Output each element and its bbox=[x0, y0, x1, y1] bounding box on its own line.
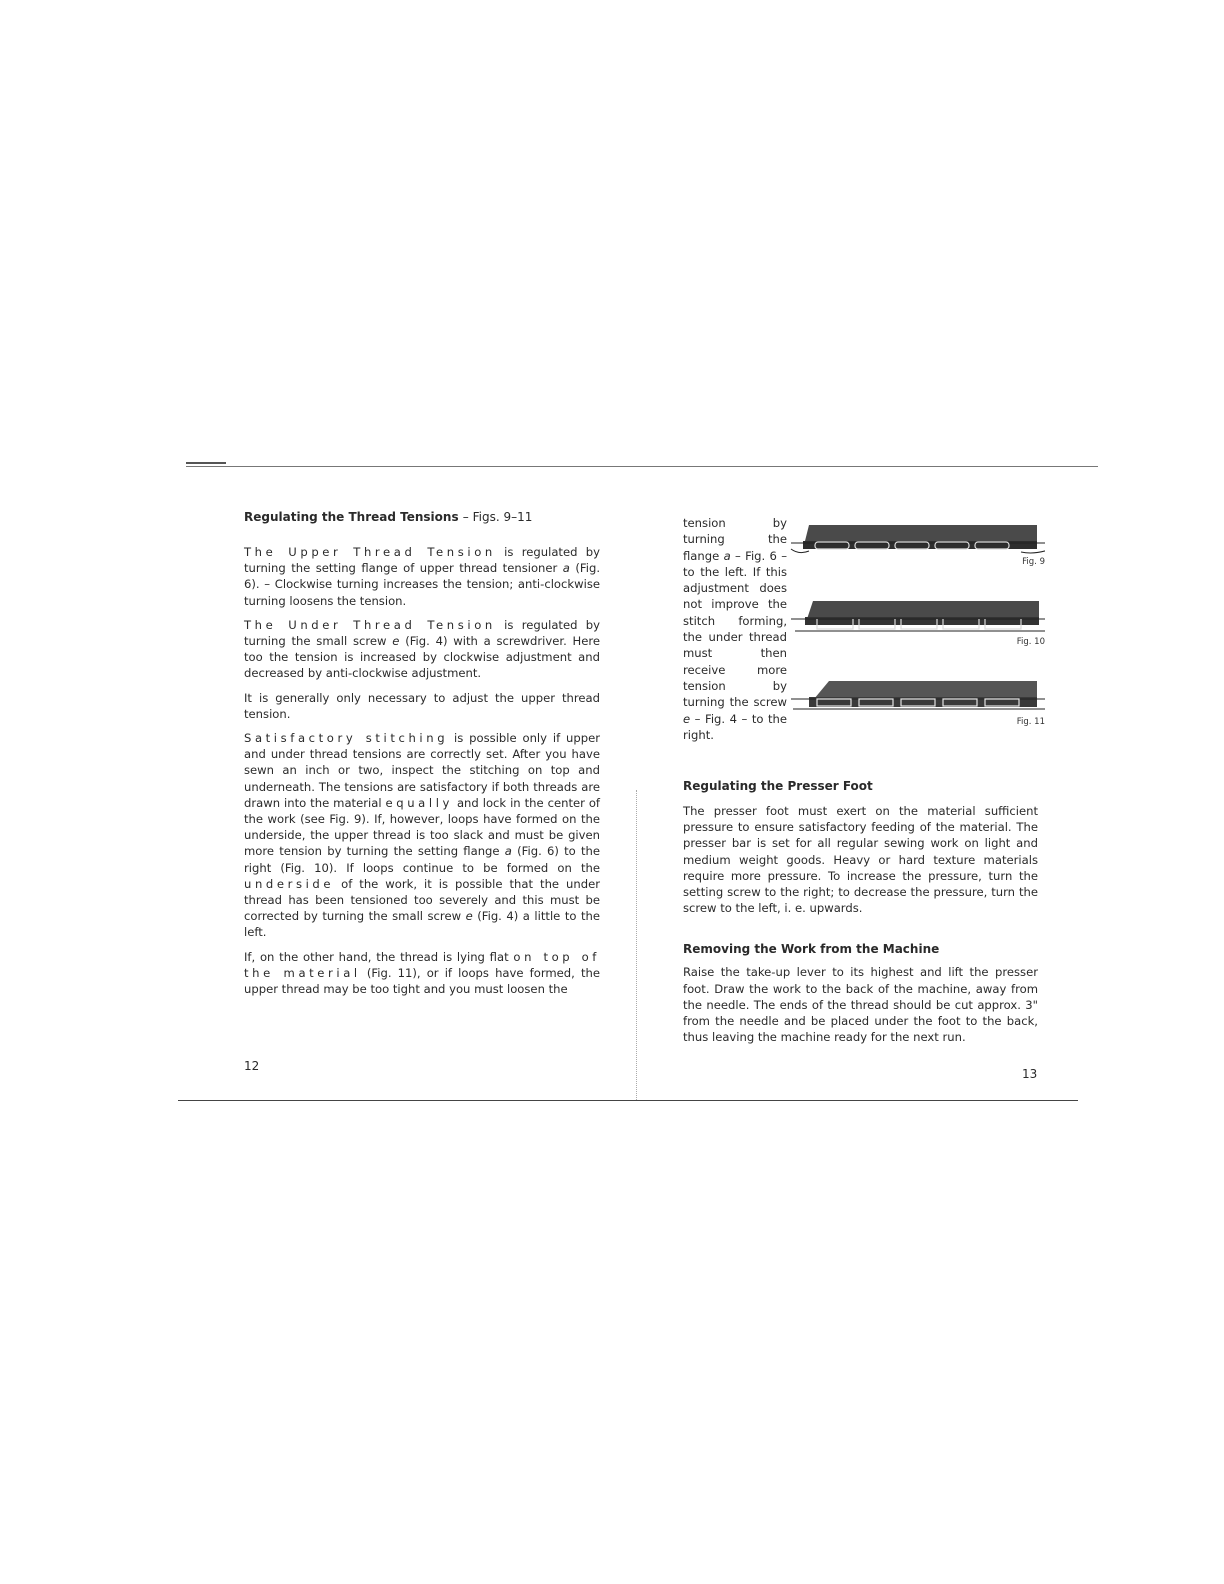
fig-10-label: Fig. 10 bbox=[1016, 637, 1045, 647]
on-top-term: on top of the material bbox=[244, 949, 600, 980]
general-adjust-paragraph: It is generally only necessary to adjust the upper thread tension. bbox=[244, 690, 600, 721]
upper-thread-text-a: is regulated by turning the setting flange of upper thread tensioner bbox=[244, 545, 600, 576]
heading-fig-ref: – Figs. 9–11 bbox=[462, 510, 533, 524]
var-a: a bbox=[723, 548, 731, 563]
removing-work-paragraph: Raise the take-up lever to its highest and lift the presser foot. Draw the work to the back of the machine, away from the needle. The ends of the thread should be cut approx. 3" from the needle and be placed under the foot to the back, thus leaving the machine ready for the next run. bbox=[683, 965, 1038, 1045]
right-page bbox=[683, 515, 1045, 1053]
satisfactory-stitching-paragraph bbox=[244, 730, 600, 941]
continued-text-c: – Fig. 4 – to the right. bbox=[683, 711, 788, 742]
page-bottom-rule bbox=[178, 1100, 1078, 1101]
flat-thread-text-a: If, on the other hand, the thread is lying flat bbox=[244, 949, 509, 964]
continued-text-a: tension by turning the flange bbox=[683, 516, 787, 563]
presser-foot-heading: Regulating the Presser Foot bbox=[683, 779, 873, 793]
page-top-rule bbox=[186, 466, 1098, 467]
thread-tension-heading bbox=[244, 510, 600, 524]
removing-work-heading: Removing the Work from the Machine bbox=[683, 942, 940, 957]
var-a: a bbox=[504, 844, 512, 859]
heading-title: Regulating the Thread Tensions bbox=[244, 510, 459, 524]
book-gutter bbox=[636, 790, 637, 1100]
upper-thread-paragraph bbox=[244, 544, 600, 609]
continued-text bbox=[683, 515, 787, 743]
var-a: a bbox=[562, 561, 570, 576]
under-thread-text-b: (Fig. 4) with a screwdriver. Here too the tension is increased by clockwise adjustment and decreased by anti-clockwise adjustment. bbox=[244, 634, 601, 681]
underside-term: underside bbox=[244, 876, 335, 891]
presser-foot-paragraph: The presser foot must exert on the material sufficient pressure to ensure satisfactory feeding of the material. The presser bar is set for all regular sewing work on light and medium weight goods. Heavy or hard texture materials require more pressure. To increase the pressure, turn the setting screw to the right; to decrease the pressure, turn the screw to the left, i. e. upwards. bbox=[683, 804, 1038, 916]
under-thread-term: The Under Thread Tension bbox=[244, 617, 496, 632]
stitching-text-d: of the work, it is possible that the under thread has been tensioned too severely and this must be corrected by turning the small screw bbox=[244, 876, 601, 924]
page-number-right: 13 bbox=[1022, 1067, 1038, 1081]
equally-term: equally bbox=[385, 795, 453, 810]
var-e: e bbox=[392, 634, 400, 649]
continued-text-b: – Fig. 6 – to the left. If this adjustment does not improve the stitch forming, the under thread must then receive more tension by turning the screw bbox=[683, 548, 788, 710]
stitch-balanced-illustration bbox=[789, 519, 1045, 559]
var-e: e bbox=[465, 909, 473, 924]
figures-block bbox=[683, 515, 1045, 765]
fig-11-illustration bbox=[789, 679, 1045, 727]
under-thread-paragraph bbox=[244, 617, 600, 682]
upper-thread-text-b: (Fig. 6). – Clockwise turning increases the tension; anti-clockwise turning loosens the tension. bbox=[244, 561, 601, 608]
stitching-text-e: (Fig. 4) a little to the left. bbox=[244, 909, 600, 940]
stitching-text-b: and lock in the center of the work (see Fig. 9). If, however, loops have formed on the underside, the upper thread is too slack and must be given more tension by turning the setting flange bbox=[244, 795, 601, 859]
scan-edge-mark bbox=[186, 462, 226, 464]
fig-10-illustration bbox=[789, 599, 1045, 647]
fig-9-label: Fig. 9 bbox=[1022, 557, 1045, 567]
satisfactory-stitching-term: Satisfactory stitching bbox=[244, 731, 449, 746]
stitch-loops-underside-illustration bbox=[789, 599, 1045, 639]
upper-thread-term: The Upper Thread Tension bbox=[244, 545, 496, 559]
page-number-left: 12 bbox=[244, 1059, 260, 1073]
stitching-text-a: is possible only if upper and under thread tensions are correctly set. After you have sewn an inch or two, inspect the stitching on top and underneath. The tensions are satisfactory if both threads are drawn into the material bbox=[244, 731, 601, 810]
stitch-flat-on-top-illustration bbox=[789, 679, 1045, 719]
var-e: e bbox=[683, 711, 691, 726]
flat-thread-text-b: (Fig. 11), or if loops have formed, the upper thread may be too tight and you must loosen the bbox=[244, 965, 601, 997]
under-thread-text-a: is regulated by turning the small screw bbox=[244, 617, 601, 649]
flat-thread-paragraph bbox=[244, 949, 600, 998]
fig-11-label: Fig. 11 bbox=[1016, 717, 1045, 727]
fig-9-illustration bbox=[789, 519, 1045, 567]
left-page bbox=[244, 510, 600, 1005]
stitching-text-c: (Fig. 6) to the right (Fig. 10). If loops continue to be formed on the bbox=[244, 844, 601, 875]
